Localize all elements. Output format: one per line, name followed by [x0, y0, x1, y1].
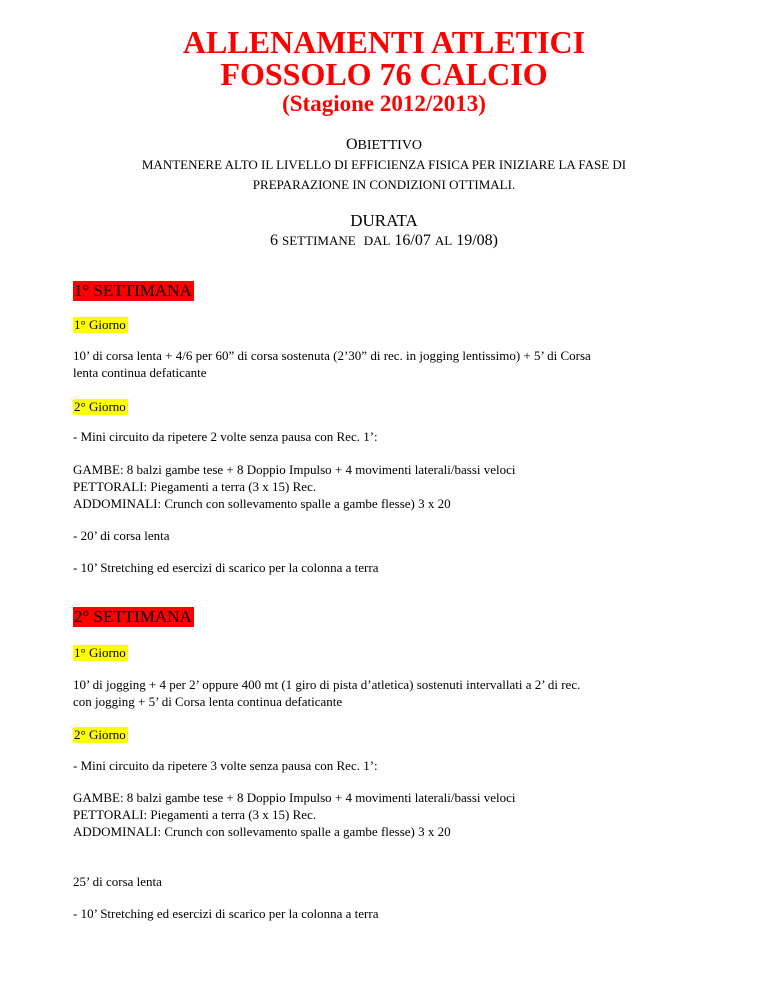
- objective-line-2: PREPARAZIONE IN CONDIZIONI OTTIMALI.: [252, 177, 516, 192]
- duration-to-date: 19/08): [456, 232, 498, 249]
- week-1-abs: ADDOMINALI: Crunch con sollevamento spalle a gambe flesse) 3 x 20: [73, 496, 451, 511]
- duration-weeks-word: SETTIMANE: [282, 233, 356, 248]
- week-2-exercises: [73, 789, 703, 840]
- week-2-day-2-label: 2° Giorno: [74, 727, 126, 742]
- week-1-run: - 20’ di corsa lenta: [73, 528, 170, 543]
- week-1-day-1-text: [73, 347, 703, 381]
- duration-weeks-count: 6: [270, 232, 279, 249]
- objective-heading-initial: O: [345, 136, 358, 153]
- week-2-day-1-label: 1° Giorno: [74, 645, 126, 660]
- duration-line: [0, 233, 768, 249]
- title-line-2: FOSSOLO 76 CALCIO: [220, 56, 548, 92]
- week-2-day-1-text: [73, 676, 703, 710]
- week-1-heading: 1° SETTIMANA: [74, 281, 192, 300]
- week-2-legs: GAMBE: 8 balzi gambe tese + 8 Doppio Impulso + 4 movimenti laterali/bassi veloci: [73, 790, 516, 805]
- duration-heading: DURATA: [350, 211, 418, 230]
- objective-heading: [0, 137, 768, 153]
- week-2-chest: PETTORALI: Piegamenti a terra (3 x 15) Rec.: [73, 807, 317, 822]
- week-2-circuit: - Mini circuito da ripetere 3 volte senza pausa con Rec. 1’:: [73, 758, 378, 773]
- week-2-run: 25’ di corsa lenta: [73, 874, 162, 889]
- title-line-1: ALLENAMENTI ATLETICI: [182, 24, 586, 60]
- week-2-day-1-text-line-2: con jogging + 5’ di Corsa lenta continua defaticante: [73, 694, 343, 709]
- week-1-day-1-label: 1° Giorno: [74, 317, 126, 332]
- duration-from-date: 16/07: [394, 232, 431, 249]
- week-1-day-1-text-line-1: 10’ di corsa lenta + 4/6 per 60” di corsa sostenuta (2’30” di rec. in jogging lentissimo) + 5’ di Corsa: [73, 348, 591, 363]
- duration-to-word: AL: [434, 233, 453, 248]
- week-1-stretch: - 10’ Stretching ed esercizi di scarico per la colonna a terra: [73, 560, 379, 575]
- week-2-day-1-text-line-1: 10’ di jogging + 4 per 2’ oppure 400 mt (1 giro di pista d’atletica) sostenuti intervallati a 2’ di rec.: [73, 677, 581, 692]
- week-2-heading: 2° SETTIMANA: [74, 607, 192, 626]
- week-2-stretch: - 10’ Stretching ed esercizi di scarico per la colonna a terra: [73, 906, 379, 921]
- week-1-day-2-label: 2° Giorno: [74, 399, 126, 414]
- week-1-legs: GAMBE: 8 balzi gambe tese + 8 Doppio Impulso + 4 movimenti laterali/bassi veloci: [73, 462, 516, 477]
- objective-heading-rest: BIETTIVO: [357, 138, 423, 153]
- season-subtitle: (Stagione 2012/2013): [282, 91, 486, 116]
- week-1-day-1-text-line-2: lenta continua defaticante: [73, 365, 207, 380]
- week-1-circuit: - Mini circuito da ripetere 2 volte senza pausa con Rec. 1’:: [73, 429, 378, 444]
- duration-from-word: DAL: [363, 233, 391, 248]
- week-1-exercises: [73, 461, 703, 512]
- week-1-chest: PETTORALI: Piegamenti a terra (3 x 15) Rec.: [73, 479, 317, 494]
- week-2-abs: ADDOMINALI: Crunch con sollevamento spalle a gambe flesse) 3 x 20: [73, 824, 451, 839]
- objective-line-1: MANTENERE ALTO IL LIVELLO DI EFFICIENZA FISICA PER INIZIARE LA FASE DI: [141, 157, 627, 172]
